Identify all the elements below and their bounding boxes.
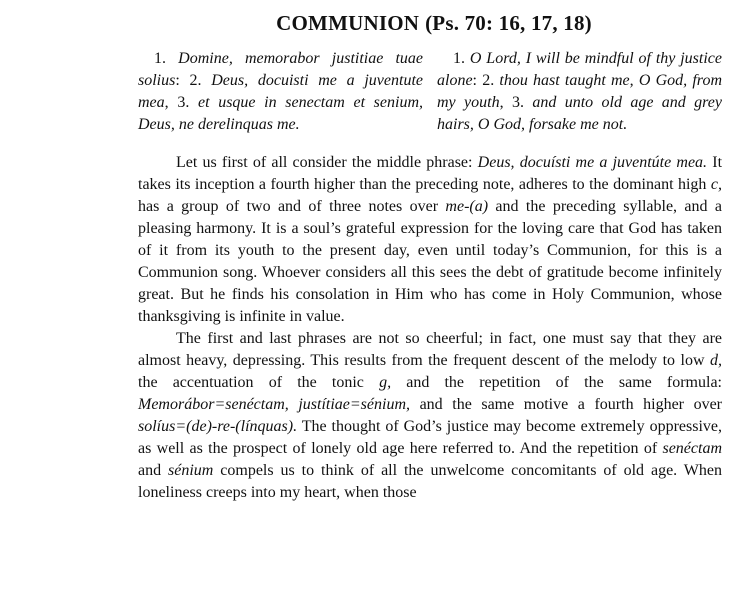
text-run: The thought of God’s justice may become extremely oppressive, as well as the prospect of lonely old age here referred to. And the repetition of: [138, 418, 722, 457]
latin-column: [138, 48, 423, 136]
commentary: [138, 152, 722, 504]
commentary-paragraph-2: [138, 328, 722, 504]
note-name: d,: [710, 352, 722, 369]
latin-text: [138, 48, 423, 136]
text-run: has a group of two and of three notes over: [138, 198, 446, 215]
english-verse-1: O Lord, I will be mindful of thy justice alone: [437, 50, 723, 89]
text-run: It takes its inception a fourth higher than the preceding note, adheres to the dominant high: [138, 154, 723, 193]
commentary-paragraph-1: [138, 152, 722, 328]
note-name: c,: [710, 176, 722, 193]
text-run: and the repetition of the same formula:: [391, 374, 722, 391]
latin-quote: solíus=(de)-re-(línquas).: [138, 418, 298, 435]
text-run: the accentuation of the tonic: [138, 374, 380, 391]
book-page: [138, 10, 722, 504]
parallel-text: [138, 48, 722, 136]
english-text: [437, 48, 722, 136]
verse-number: , 3.: [164, 94, 198, 111]
text-run: and the preceding syllable, and a pleasing harmony. It is a soul’s grateful expression for the loving care that God has taken of it from its youth to the present day, even until today’s Communion, for this is a Communion song. Whoever considers all this sees the debt of gratitude become infinitely great. But he finds his consolation in Him who has come in Holy Communion, whose thanksgiving is infinite in value.: [138, 198, 722, 325]
text-run: and the same motive a fourth higher over: [410, 396, 722, 413]
latin-verse-1: Domine, memorabor justitiae tuae solius: [138, 50, 424, 89]
latin-verse-2: Deus, docuisti me a juventute mea: [138, 72, 423, 111]
text-run: compels us to think of all the unwelcome concomitants of old age. When loneliness creeps into my heart, when those: [138, 462, 723, 501]
english-verse-2: thou hast taught me, O God, from my youth: [437, 72, 722, 111]
verse-number: 1.: [154, 50, 179, 67]
section-heading: [146, 10, 722, 36]
text-run: The first and last phrases are not so cheerful; in fact, one must say that they are almost heavy, depressing. This results from the frequent descent of the melody to low: [138, 330, 722, 369]
verse-number: , 3.: [499, 94, 533, 111]
latin-quote: sénium: [168, 462, 214, 479]
heading-title: COMMUNION: [276, 11, 420, 35]
text-run: and: [138, 462, 169, 479]
verse-number: 1.: [453, 50, 470, 67]
latin-quote: senéctam: [662, 440, 722, 457]
english-verse-3: and unto old age and grey hairs, O God, forsake me not.: [437, 94, 723, 133]
latin-quote: me-(a): [445, 198, 489, 215]
latin-quote: Deus, docuísti me a juventúte mea.: [477, 154, 708, 171]
latin-verse-3: et usque in senectam et senium, Deus, ne derelinquas me.: [138, 94, 424, 133]
verse-number: : 2.: [175, 72, 212, 89]
latin-quote: Memorábor=senéctam, justítiae=sénium,: [138, 396, 411, 413]
verse-number: : 2.: [472, 72, 500, 89]
heading-reference: (Ps. 70: 16, 17, 18): [425, 11, 592, 35]
text-run: Let us first of all consider the middle phrase:: [176, 154, 478, 171]
note-name: g,: [379, 374, 392, 391]
english-column: [437, 48, 722, 136]
